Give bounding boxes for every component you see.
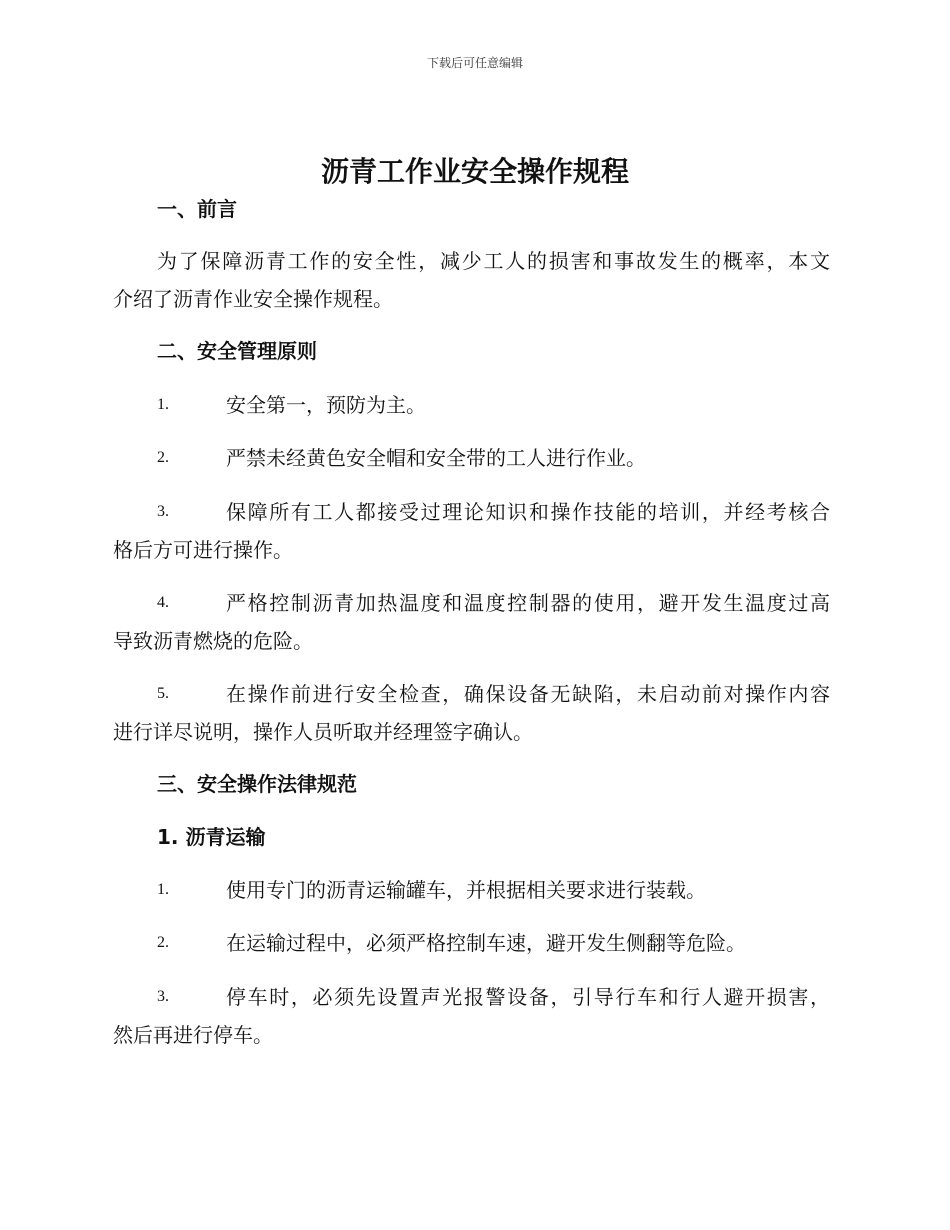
list-item-text-continuation: 格后方可进行操作。 — [113, 538, 293, 562]
list-item-text-continuation: 导致沥青燃烧的危险。 — [113, 629, 313, 653]
preface-paragraph-line-1: 为了保障沥青工作的安全性，减少工人的损害和事故发生的概率，本文 — [157, 249, 830, 273]
list-item-number: 1. — [157, 881, 169, 898]
list-item-text: 使用专门的沥青运输罐车，并根据相关要求进行装载。 — [226, 878, 706, 902]
list-item-number: 3. — [157, 988, 169, 1005]
list-item-number: 2. — [157, 449, 169, 466]
list-item-text: 严禁未经黄色安全帽和安全带的工人进行作业。 — [226, 446, 646, 470]
document-title: 沥青工作业安全操作规程 — [320, 155, 629, 188]
list-item-text: 停车时，必须先设置声光报警设备，引导行车和行人避开损害， — [226, 985, 830, 1009]
list-item-text: 严格控制沥青加热温度和温度控制器的使用，避开发生温度过高 — [226, 591, 830, 615]
list-item-number: 1. — [157, 396, 169, 413]
section-heading-regulations: 三、安全操作法律规范 — [157, 772, 357, 796]
list-item-number: 2. — [157, 934, 169, 951]
list-item-text: 在操作前进行安全检查，确保设备无缺陷，未启动前对操作内容 — [226, 682, 830, 706]
section-heading-preface: 一、前言 — [157, 197, 237, 221]
list-item-text: 在运输过程中，必须严格控制车速，避开发生侧翻等危险。 — [226, 931, 746, 955]
preface-paragraph-line-2: 介绍了沥青作业安全操作规程。 — [113, 287, 393, 311]
list-item-number: 5. — [157, 685, 169, 702]
header-note: 下载后可任意编辑 — [426, 56, 523, 70]
list-item-text: 保障所有工人都接受过理论知识和操作技能的培训，并经考核合 — [226, 500, 830, 524]
list-item-number: 4. — [157, 594, 169, 611]
list-item-number: 3. — [157, 503, 169, 520]
section-heading-principles: 二、安全管理原则 — [157, 339, 317, 363]
list-item-text-continuation: 进行详尽说明，操作人员听取并经理签字确认。 — [113, 720, 533, 744]
subsection-heading-transport: 1. 沥青运输 — [157, 825, 266, 849]
list-item-text-continuation: 然后再进行停车。 — [113, 1023, 273, 1047]
list-item-text: 安全第一，预防为主。 — [226, 393, 426, 417]
